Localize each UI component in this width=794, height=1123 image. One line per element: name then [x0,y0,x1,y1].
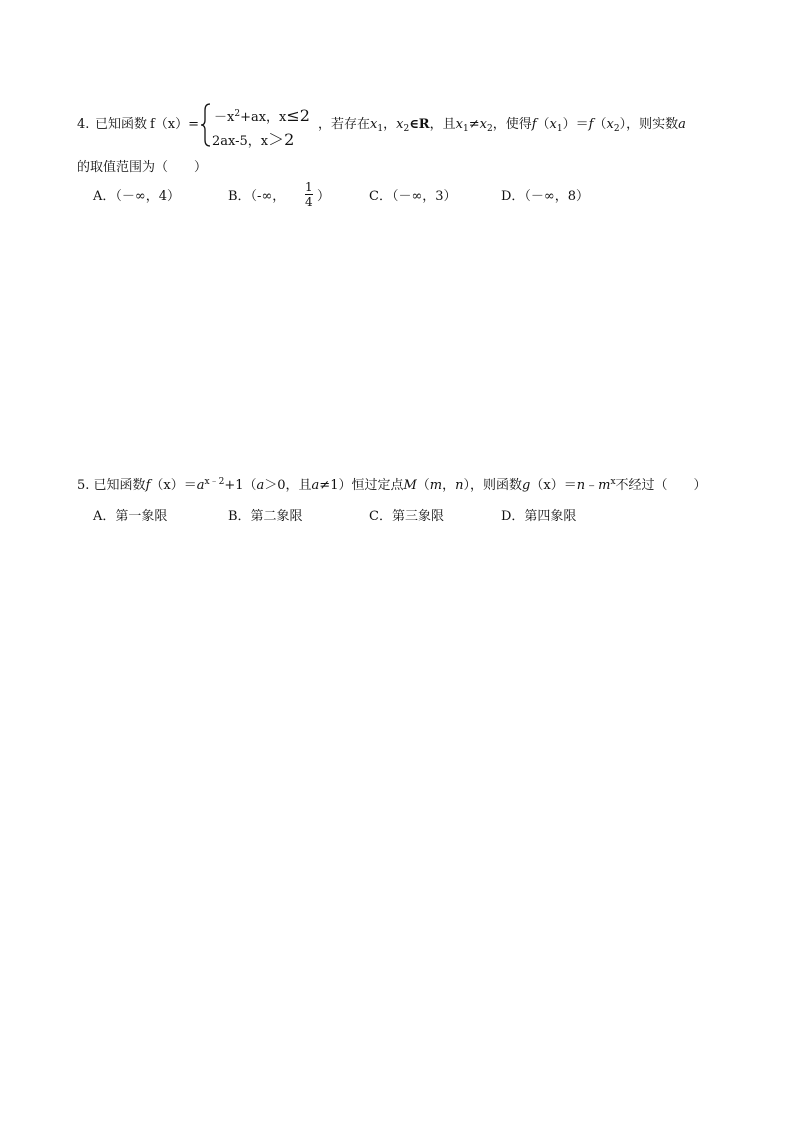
q4-option-d: D．（－∞，8） [501,189,590,204]
q4-number: 4. [77,117,90,132]
q4-option-b-fraction: 1 4 [305,180,313,209]
q5-option-c: C．第三象限 [369,509,444,524]
piecewise-case-2: 2ax-5，x＞2 [212,130,295,149]
q4-intro: 已知函数 [95,117,148,132]
piecewise-case-1: $-x^2+ax$，x≤2 [214,106,310,125]
q4-option-c: C．（－∞，3） [369,189,457,204]
q4-condition: ，若存在$x_1$，$x_2\in R$，且$x_1\ne x_2$，使得$f(x_1)=f(x_2)$，则实数a [318,117,686,134]
q4-option-a: A．（－∞，4） [93,189,180,204]
q5-option-a: A．第一象限 [93,509,168,524]
q4-line-2: 的取值范围为（ ） [77,160,208,175]
q4-option-b: B．（-∞， [228,189,286,204]
q5-stem: 5. 已知函数$f(x)=a^{x﹣2}+1(a>0$，且a≠1）恒过定点M（m，n），则函数$g(x)=n﹣m^x$不经过（ ） [77,477,707,493]
piecewise-brace [200,102,212,148]
q5-option-b: B．第二象限 [228,509,303,524]
q5-option-d: D．第四象限 [501,509,577,524]
q4-fname: f（x）= [150,117,200,132]
q4-option-b-close: ） [317,189,331,204]
